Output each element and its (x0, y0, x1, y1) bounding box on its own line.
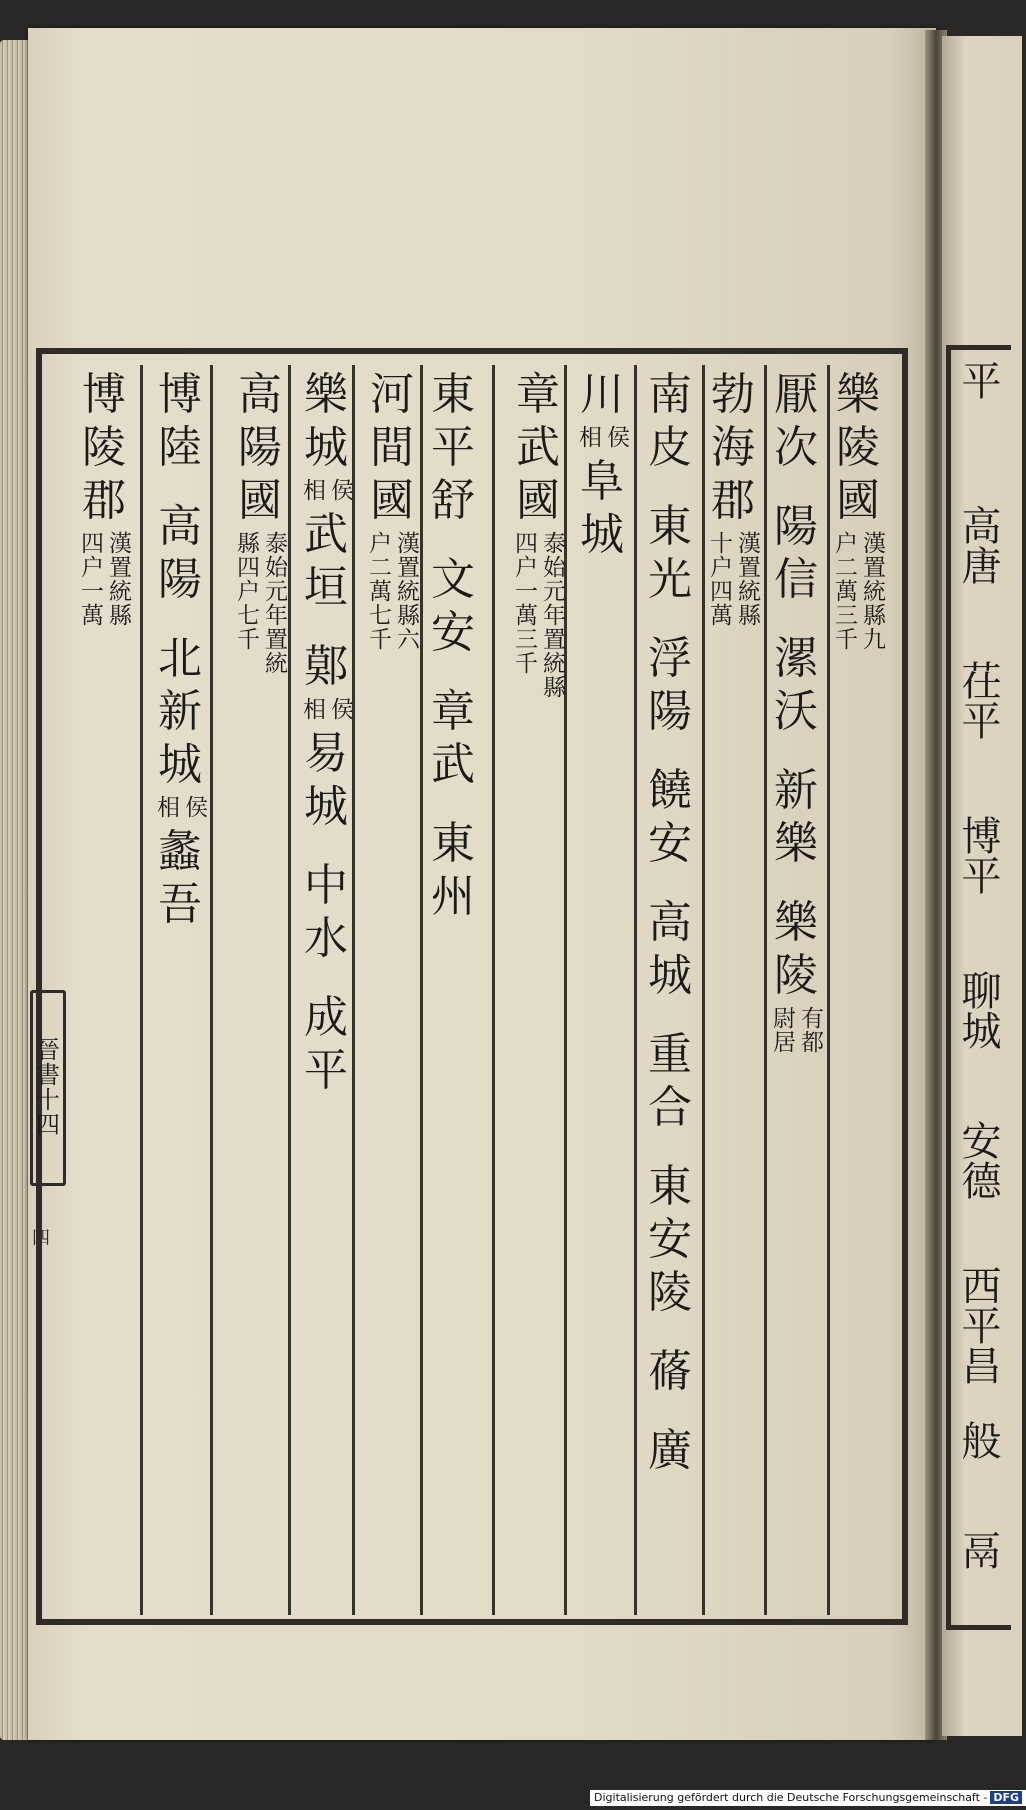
large-character: 新 (774, 765, 818, 816)
place-name (299, 991, 353, 1097)
large-character: 安 (648, 818, 692, 869)
right-page-text: 茌平 (955, 660, 1001, 740)
large-character: 東 (648, 501, 692, 552)
large-character: 國 (370, 475, 414, 526)
annotation-line: 縣四户七千 (233, 531, 259, 651)
text-column-3 (706, 368, 760, 633)
interlinear-annotation (77, 531, 131, 627)
place-name (299, 640, 353, 693)
large-character: 易 (304, 728, 348, 779)
text-column-5 (575, 368, 629, 561)
annotation-line: 有都 (797, 1006, 823, 1054)
annotation-line: 泰始元年置統 (261, 531, 287, 675)
large-character: 博 (82, 369, 126, 420)
place-name (153, 632, 207, 791)
large-character: 漯 (774, 633, 818, 684)
large-character: 合 (648, 1082, 692, 1133)
annotation-line: 侯 (327, 697, 353, 721)
large-character: 博 (158, 369, 202, 420)
fore-edge-page-number: 四 (32, 1228, 50, 1249)
large-character: 國 (516, 475, 560, 526)
fore-edge-title-label (30, 990, 66, 1186)
annotation-line: 漢置統縣 (105, 531, 131, 627)
large-character: 東 (648, 1161, 692, 1212)
interlinear-annotation (831, 531, 885, 651)
place-name (299, 727, 353, 833)
right-page-text: 安德 (955, 1120, 1001, 1200)
large-character: 武 (304, 509, 348, 560)
right-page-text: 般 (955, 1420, 1001, 1460)
column-rule (702, 365, 705, 1615)
large-character: 廣 (648, 1425, 692, 1476)
interlinear-annotation (769, 1006, 823, 1054)
large-character: 陽 (238, 422, 282, 473)
place-name (365, 368, 419, 527)
large-character: 鄚 (304, 641, 348, 692)
text-column-10 (233, 368, 287, 681)
place-name (426, 553, 480, 659)
large-character: 郡 (82, 475, 126, 526)
place-name (643, 500, 697, 606)
large-character: 皮 (648, 422, 692, 473)
large-character: 成 (304, 992, 348, 1043)
large-character: 章 (431, 686, 475, 737)
fore-edge-char: 四 (36, 1111, 60, 1139)
column-rule (210, 365, 213, 1615)
large-character: 海 (711, 422, 755, 473)
large-character: 蓨 (648, 1346, 692, 1397)
text-column-12 (77, 368, 131, 633)
right-page-text: 平 (955, 360, 1001, 400)
right-page-text: 博平 (955, 815, 1001, 895)
annotation-line: 十户四萬 (706, 531, 732, 627)
place-name (643, 764, 697, 870)
large-character: 饒 (648, 765, 692, 816)
large-character: 光 (648, 554, 692, 605)
large-character: 厭 (774, 369, 818, 420)
large-character: 陽 (158, 554, 202, 605)
large-character: 陵 (82, 422, 126, 473)
annotation-line: 泰始元年置統縣 (539, 531, 565, 699)
annotation-line: 相 (299, 697, 325, 721)
large-character: 次 (774, 422, 818, 473)
right-page-text: 聊城 (955, 970, 1001, 1050)
large-character: 信 (774, 554, 818, 605)
place-name (299, 368, 353, 474)
large-character: 國 (238, 475, 282, 526)
place-name (769, 500, 823, 606)
large-character: 舒 (431, 475, 475, 526)
large-character: 樂 (774, 818, 818, 869)
text-column-8 (365, 368, 419, 657)
interlinear-annotation (511, 531, 565, 699)
large-character: 武 (516, 422, 560, 473)
column-rule (634, 365, 637, 1615)
large-character: 章 (516, 369, 560, 420)
place-name (643, 1424, 697, 1477)
place-name (769, 764, 823, 870)
place-name (769, 896, 823, 1002)
place-name (153, 500, 207, 606)
large-character: 高 (648, 897, 692, 948)
place-name (643, 368, 697, 474)
large-character: 文 (431, 554, 475, 605)
large-character: 平 (431, 422, 475, 473)
large-character: 樂 (304, 369, 348, 420)
dfg-logo: DFG (990, 1791, 1022, 1804)
large-character: 浮 (648, 633, 692, 684)
large-character: 平 (304, 1045, 348, 1096)
large-character: 東 (431, 369, 475, 420)
column-rule (764, 365, 767, 1615)
large-character: 水 (304, 913, 348, 964)
large-character: 重 (648, 1029, 692, 1080)
large-character: 高 (238, 369, 282, 420)
interlinear-annotation (153, 795, 207, 819)
interlinear-annotation (299, 697, 353, 721)
annotation-line: 四户一萬 (77, 531, 103, 627)
large-character: 河 (370, 369, 414, 420)
annotation-line: 户二萬七千 (365, 531, 391, 651)
annotation-line: 侯 (327, 478, 353, 502)
large-character: 垣 (304, 562, 348, 613)
large-character: 沃 (774, 686, 818, 737)
large-character: 安 (648, 1214, 692, 1265)
column-rule (420, 365, 423, 1615)
place-name (706, 368, 760, 527)
annotation-line: 侯 (181, 795, 207, 819)
annotation-line: 相 (299, 478, 325, 502)
place-name (643, 1345, 697, 1398)
place-name (153, 825, 207, 931)
large-character: 阜 (580, 456, 624, 507)
annotation-line: 尉居 (769, 1006, 795, 1054)
annotation-line: 侯 (603, 425, 629, 449)
column-rule (492, 365, 495, 1615)
large-character: 中 (304, 860, 348, 911)
large-character: 郡 (711, 475, 755, 526)
large-character: 陵 (836, 422, 880, 473)
large-character: 間 (370, 422, 414, 473)
place-name (831, 368, 885, 527)
large-character: 國 (836, 475, 880, 526)
large-character: 州 (431, 871, 475, 922)
annotation-line: 漢置統縣九 (859, 531, 885, 651)
place-name (153, 368, 207, 474)
large-character: 城 (304, 781, 348, 832)
place-name (233, 368, 287, 527)
large-character: 城 (580, 509, 624, 560)
annotation-line: 相 (575, 425, 601, 449)
text-column-9 (299, 368, 353, 1097)
interlinear-annotation (706, 531, 760, 627)
fore-edge-char: 書 (36, 1061, 60, 1089)
place-name (643, 1160, 697, 1319)
fore-edge-char: 十 (36, 1086, 60, 1114)
column-rule (140, 365, 143, 1615)
large-character: 樂 (836, 369, 880, 420)
right-page-text: 高唐 (955, 505, 1001, 585)
large-character: 川 (580, 369, 624, 420)
text-column-11 (153, 368, 207, 931)
column-rule (288, 365, 291, 1615)
right-page-text: 鬲 (955, 1530, 1001, 1570)
place-name (77, 368, 131, 527)
large-character: 勃 (711, 369, 755, 420)
large-character: 安 (431, 607, 475, 658)
large-character: 武 (431, 739, 475, 790)
annotation-line: 漢置統縣六 (393, 531, 419, 651)
interlinear-annotation (575, 425, 629, 449)
interlinear-annotation (299, 478, 353, 502)
large-character: 城 (304, 422, 348, 473)
text-column-6 (511, 368, 565, 705)
place-name (769, 632, 823, 738)
place-name (426, 368, 480, 527)
annotation-line: 四户一萬三千 (511, 531, 537, 675)
large-character: 陸 (158, 422, 202, 473)
text-column-1 (831, 368, 885, 657)
place-name (575, 455, 629, 561)
place-name (299, 508, 353, 614)
annotation-line: 漢置統縣 (734, 531, 760, 627)
place-name (643, 896, 697, 1002)
place-name (426, 817, 480, 923)
credit-text: Digitalisierung gefördert durch die Deutsche Forschungsgemeinschaft - (594, 1791, 988, 1804)
large-character: 北 (158, 633, 202, 684)
fore-edge-char: 晉 (36, 1036, 60, 1064)
right-page-text: 西平昌 (955, 1265, 1001, 1385)
digitization-credit (590, 1790, 1026, 1806)
large-character: 陽 (774, 501, 818, 552)
large-character: 吾 (158, 879, 202, 930)
large-character: 蠡 (158, 826, 202, 877)
place-name (511, 368, 565, 527)
place-name (769, 368, 823, 474)
text-column-7 (426, 368, 480, 923)
interlinear-annotation (233, 531, 287, 675)
large-character: 城 (648, 950, 692, 1001)
place-name (299, 859, 353, 965)
large-character: 高 (158, 501, 202, 552)
interlinear-annotation (365, 531, 419, 651)
large-character: 樂 (774, 897, 818, 948)
large-character: 城 (158, 739, 202, 790)
text-column-2 (769, 368, 823, 1060)
annotation-line: 相 (153, 795, 179, 819)
large-character: 南 (648, 369, 692, 420)
place-name (643, 632, 697, 738)
large-character: 陵 (648, 1267, 692, 1318)
annotation-line: 户二萬三千 (831, 531, 857, 651)
large-character: 新 (158, 686, 202, 737)
text-column-4 (643, 368, 697, 1477)
place-name (426, 685, 480, 791)
large-character: 陽 (648, 686, 692, 737)
column-rule (827, 365, 830, 1615)
place-name (643, 1028, 697, 1134)
large-character: 東 (431, 818, 475, 869)
place-name (575, 368, 629, 421)
large-character: 陵 (774, 950, 818, 1001)
